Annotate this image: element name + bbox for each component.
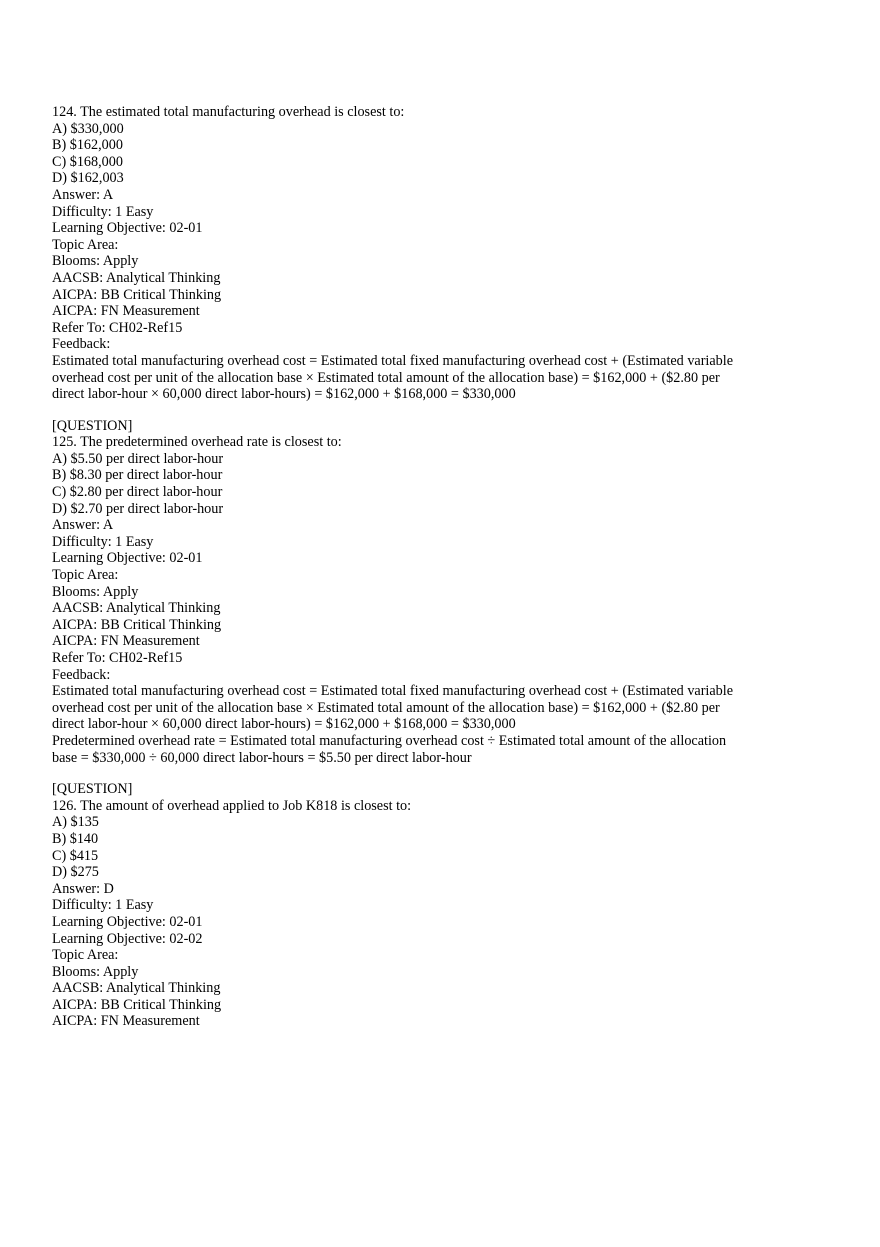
difficulty-line: Difficulty: 1 Easy <box>52 203 154 220</box>
aacsb-line: AACSB: Analytical Thinking <box>52 600 221 617</box>
option-d: D) $2.70 per direct labor-hour <box>52 500 224 517</box>
blooms-line: Blooms: Apply <box>52 583 139 600</box>
question-124 <box>52 104 752 403</box>
learning-objective-line: Learning Objective: 02-02 <box>52 930 203 947</box>
answer-line: Answer: A <box>52 186 114 203</box>
option-c: C) $415 <box>52 847 99 864</box>
topic-area-line: Topic Area: <box>52 236 119 253</box>
feedback-text: Predetermined overhead rate = Estimated total manufacturing overhead cost ÷ Estimated total amount of the allocation <box>52 732 727 749</box>
aicpa-fn-line: AICPA: FN Measurement <box>52 1013 200 1030</box>
option-b: B) $162,000 <box>52 137 123 154</box>
feedback-label: Feedback: <box>52 336 111 353</box>
feedback-text: overhead cost per unit of the allocation base × Estimated total amount of the allocation base) = $162,000 + ($2.80 per <box>52 369 720 386</box>
aacsb-line: AACSB: Analytical Thinking <box>52 980 221 997</box>
feedback-text: direct labor-hour × 60,000 direct labor-hours) = $162,000 + $168,000 = $330,000 <box>52 716 516 733</box>
option-b: B) $140 <box>52 830 99 847</box>
learning-objective-line: Learning Objective: 02-01 <box>52 913 203 930</box>
option-d: D) $162,003 <box>52 170 124 187</box>
difficulty-line: Difficulty: 1 Easy <box>52 533 154 550</box>
topic-area-line: Topic Area: <box>52 947 119 964</box>
blooms-line: Blooms: Apply <box>52 963 139 980</box>
answer-line: Answer: A <box>52 517 114 534</box>
learning-objective-line: Learning Objective: 02-01 <box>52 220 203 237</box>
answer-line: Answer: D <box>52 880 114 897</box>
question-text: 125. The predetermined overhead rate is closest to: <box>52 434 342 451</box>
feedback-text: Estimated total manufacturing overhead cost = Estimated total fixed manufacturing overhead cost + (Estimated variable <box>52 352 734 369</box>
aicpa-bb-line: AICPA: BB Critical Thinking <box>52 286 222 303</box>
aicpa-bb-line: AICPA: BB Critical Thinking <box>52 996 222 1013</box>
question-text: 126. The amount of overhead applied to Job K818 is closest to: <box>52 797 412 814</box>
question-marker: [QUESTION] <box>52 417 133 434</box>
feedback-text: direct labor-hour × 60,000 direct labor-hours) = $162,000 + $168,000 = $330,000 <box>52 386 516 403</box>
blooms-line: Blooms: Apply <box>52 253 139 270</box>
topic-area-line: Topic Area: <box>52 567 119 584</box>
question-marker: [QUESTION] <box>52 781 133 798</box>
aicpa-bb-line: AICPA: BB Critical Thinking <box>52 616 222 633</box>
option-a: A) $5.50 per direct labor-hour <box>52 450 224 467</box>
option-a: A) $330,000 <box>52 120 124 137</box>
option-c: C) $2.80 per direct labor-hour <box>52 484 223 501</box>
spacer <box>52 403 752 418</box>
refer-to-line: Refer To: CH02-Ref15 <box>52 319 183 336</box>
option-a: A) $135 <box>52 814 99 831</box>
feedback-text: overhead cost per unit of the allocation base × Estimated total amount of the allocation base) = $162,000 + ($2.80 per <box>52 699 720 716</box>
difficulty-line: Difficulty: 1 Easy <box>52 897 154 914</box>
aicpa-fn-line: AICPA: FN Measurement <box>52 303 200 320</box>
aacsb-line: AACSB: Analytical Thinking <box>52 269 221 286</box>
question-126 <box>52 781 752 1030</box>
feedback-text: base = $330,000 ÷ 60,000 direct labor-hours = $5.50 per direct labor-hour <box>52 749 472 766</box>
learning-objective-line: Learning Objective: 02-01 <box>52 550 203 567</box>
feedback-text: Estimated total manufacturing overhead cost = Estimated total fixed manufacturing overhead cost + (Estimated variable <box>52 683 734 700</box>
option-d: D) $275 <box>52 864 99 881</box>
refer-to-line: Refer To: CH02-Ref15 <box>52 650 183 666</box>
spacer <box>52 766 752 781</box>
option-c: C) $168,000 <box>52 153 123 170</box>
option-b: B) $8.30 per direct labor-hour <box>52 467 223 484</box>
question-text: 124. The estimated total manufacturing overhead is closest to: <box>52 104 405 120</box>
document-page <box>52 104 752 1030</box>
feedback-label: Feedback: <box>52 666 111 683</box>
aicpa-fn-line: AICPA: FN Measurement <box>52 633 200 650</box>
question-125 <box>52 418 752 766</box>
